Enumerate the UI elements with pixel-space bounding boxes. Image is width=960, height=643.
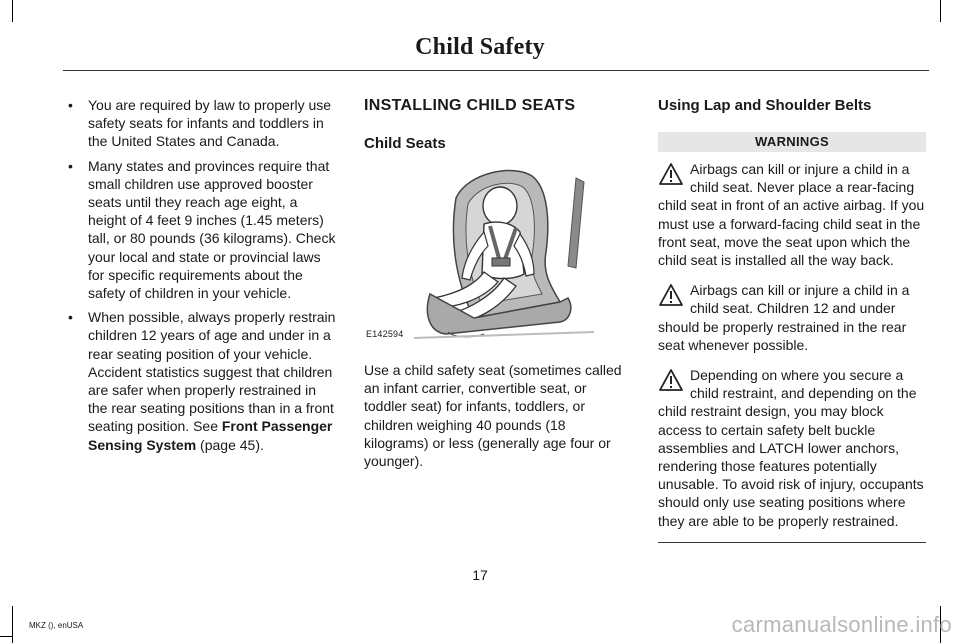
middle-column [364, 96, 632, 470]
warning-item [658, 366, 926, 530]
bullet-item: • When possible, always properly restrain children 12 years of age and under in a rear seating position of your vehicle. Accident statistics suggest that children are safer when properly restrained in the rear seating positions than in a front seating position. See Front Passenger Sensing System (page 45). [66, 308, 338, 454]
warning-triangle-icon [658, 283, 684, 307]
bullet-item: • You are required by law to properly use safety seats for infants and toddlers in the United States and Canada. [66, 96, 338, 151]
document-code: MKZ (), enUSA [29, 621, 84, 630]
child-seat-illustration [364, 162, 632, 347]
child-seat-figure [364, 162, 632, 347]
figure-id: E142594 [366, 328, 404, 339]
warning-text: Depending on where you secure a child restraint, and depending on the child restraint design, you may block access to certain safety belt buckle assemblies and LATCH lower anchors, rendering those features potentially unusable. To avoid risk of injury, occupants should only use seating positions where they are able to be properly restrained. [658, 367, 924, 529]
crop-mark-top-right [940, 0, 941, 22]
warning-triangle-icon [658, 368, 684, 392]
left-column [66, 96, 338, 460]
bullet-list [66, 96, 338, 454]
page-number: 17 [472, 567, 488, 583]
warnings-heading: WARNINGS [658, 132, 926, 152]
crop-mark-top-left [12, 0, 13, 22]
warnings-end-rule [658, 542, 926, 543]
bullet-item: • Many states and provinces require that small children use approved booster seats until they reach age eight, a height of 4 feet 9 inches (1.45 meters) tall, or 80 pounds (36 kilograms). Check your local and state or provincial laws for specific requirements about the safety of children in your vehicle. [66, 157, 338, 303]
warning-item [658, 160, 926, 269]
right-column [658, 96, 926, 543]
subheading-child-seats: Child Seats [364, 135, 446, 152]
watermark: carmanualsonline.info [731, 612, 952, 637]
title-rule [63, 70, 929, 71]
warning-item [658, 281, 926, 354]
warning-text: Airbags can kill or injure a child in a child seat. Never place a rear-facing child seat in front of an active airbag. If you must use a forward-facing child seat in the front seat, move the seat upon which the child seat is installed all the way back. [658, 161, 925, 269]
crop-mark-bottom-left-h [0, 636, 13, 637]
section-heading: INSTALLING CHILD SEATS [364, 97, 576, 114]
warning-triangle-icon [658, 162, 684, 186]
crop-mark-bottom-left [12, 606, 13, 643]
subheading-lap-shoulder-belts: Using Lap and Shoulder Belts [658, 97, 872, 114]
body-paragraph: Use a child safety seat (sometimes called an infant carrier, convertible seat, or toddler seat) for infants, toddlers, or children weighing 40 pounds (18 kilograms) or less (generally age four or younger). [364, 362, 622, 470]
cross-reference-link[interactable]: Front Passenger Sensing System [88, 418, 333, 453]
warning-text: Airbags can kill or injure a child in a child seat. Children 12 and under should be properly restrained in the rear seat whenever possible. [658, 282, 910, 353]
page-title: Child Safety [415, 34, 545, 60]
